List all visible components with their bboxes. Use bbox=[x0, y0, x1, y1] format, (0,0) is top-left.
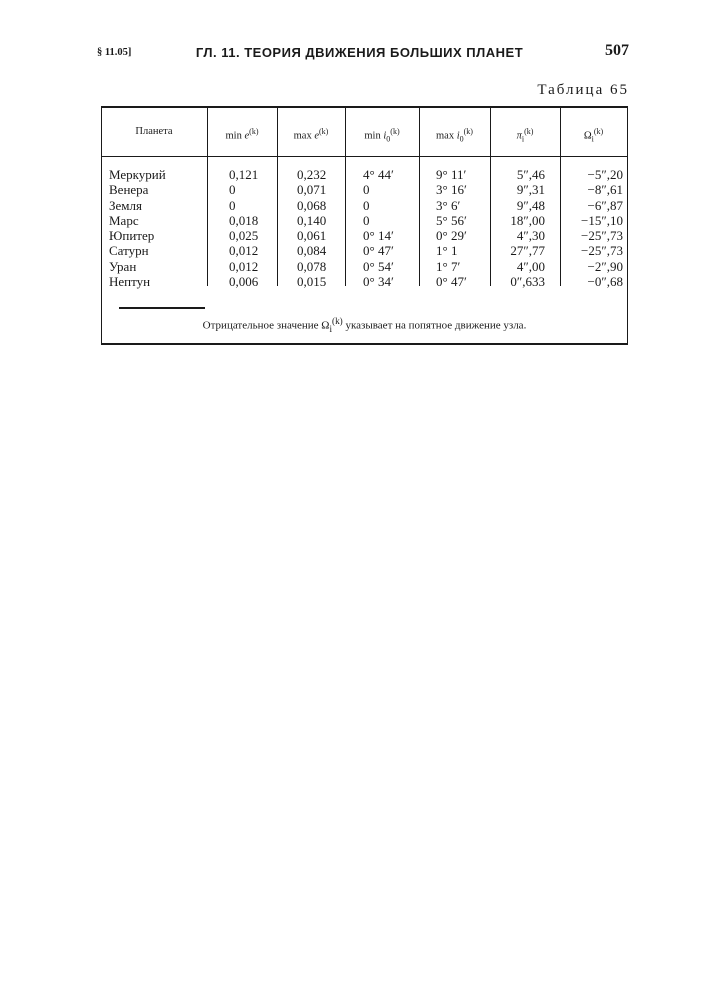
max-i-value: 3° 16′ bbox=[436, 182, 467, 198]
header-max-e-symbol: e bbox=[314, 130, 320, 142]
omega-column bbox=[563, 167, 623, 289]
min-i-value: 0° 54′ bbox=[363, 258, 394, 274]
header-min-e-sup: (k) bbox=[249, 127, 259, 136]
header-min-e-symbol: e bbox=[244, 130, 250, 142]
table-border-right bbox=[627, 106, 628, 345]
header-min-i-sup: (k) bbox=[390, 127, 400, 136]
planet-name: Юпитер bbox=[109, 228, 155, 244]
min-i-value: 0° 34′ bbox=[363, 274, 394, 290]
footnote-sub: i bbox=[329, 323, 333, 334]
header-pi-symbol: π bbox=[516, 130, 522, 142]
omega-value: −6″,87 bbox=[587, 197, 623, 213]
header-pi-sup: (k) bbox=[524, 127, 534, 136]
planet-name: Марс bbox=[109, 212, 139, 228]
header-max-i-prefix: max bbox=[436, 130, 457, 142]
max-i-value: 9° 11′ bbox=[436, 167, 467, 182]
max-e-value: 0,140 bbox=[297, 212, 327, 228]
max-i-value: 3° 6′ bbox=[436, 197, 461, 213]
pi-value: 9″,31 bbox=[516, 182, 545, 198]
min-e-value: 0,012 bbox=[229, 243, 259, 259]
max-e-value: 0,015 bbox=[297, 274, 327, 290]
header-max-e-prefix: max bbox=[293, 130, 315, 142]
omega-value: −15″,10 bbox=[581, 212, 623, 228]
header-min-e-prefix: min bbox=[225, 130, 245, 142]
header-omega-sup: (k) bbox=[593, 127, 604, 136]
table-footnote bbox=[101, 316, 628, 334]
header-pi-sub: i bbox=[521, 134, 525, 144]
header-max-i-sub: 0 bbox=[459, 134, 464, 144]
omega-value: −5″,20 bbox=[587, 167, 623, 182]
footnote-text-start: Отрицательное значение bbox=[202, 319, 322, 332]
min-i-value: 0° 47′ bbox=[363, 243, 394, 259]
max-e-value: 0,084 bbox=[297, 243, 327, 259]
max-i-value: 1° 1 bbox=[436, 243, 458, 259]
omega-value: −0″,68 bbox=[587, 274, 623, 290]
pi-value: 27″,77 bbox=[510, 243, 545, 259]
header-planet bbox=[101, 120, 207, 144]
planet-name: Венера bbox=[109, 182, 149, 198]
table-label: Таблица 65 bbox=[537, 82, 629, 98]
max-e-value: 0,078 bbox=[297, 258, 327, 274]
pi-value: 4″,00 bbox=[516, 258, 545, 274]
min-e-column bbox=[229, 167, 275, 289]
header-min-i-symbol: i bbox=[383, 130, 387, 142]
planet-name: Нептун bbox=[109, 274, 151, 290]
min-e-value: 0 bbox=[229, 197, 236, 213]
table-top-rule bbox=[101, 106, 628, 108]
planet-name: Земля bbox=[109, 197, 142, 213]
omega-value: −8″,61 bbox=[587, 182, 623, 198]
min-e-value: 0 bbox=[229, 182, 236, 198]
header-planet-label: Планета bbox=[135, 126, 173, 137]
max-e-value: 0,061 bbox=[297, 228, 327, 244]
min-i-value: 4° 44′ bbox=[363, 167, 394, 182]
max-i-value: 0° 47′ bbox=[436, 274, 467, 290]
min-i-column bbox=[363, 167, 417, 289]
min-e-value: 0,025 bbox=[229, 228, 259, 244]
header-max-i-symbol: i bbox=[456, 130, 460, 142]
planet-column bbox=[109, 167, 205, 289]
min-i-value: 0° 14′ bbox=[363, 228, 394, 244]
planet-name: Уран bbox=[109, 258, 137, 274]
planet-name: Меркурий bbox=[109, 167, 166, 182]
max-e-column bbox=[297, 167, 343, 289]
footnote-symbol: Ω bbox=[321, 319, 330, 332]
header-max-i-sup: (k) bbox=[463, 127, 473, 136]
footnote-rule bbox=[119, 307, 205, 309]
header-min-e bbox=[207, 120, 277, 144]
header-omega-sub: i bbox=[591, 134, 594, 144]
header-min-i-sub: 0 bbox=[386, 134, 391, 144]
header-max-e-sup: (k) bbox=[319, 127, 329, 136]
page-number: 507 bbox=[605, 42, 629, 59]
chapter-title: ГЛ. 11. ТЕОРИЯ ДВИЖЕНИЯ БОЛЬШИХ ПЛАНЕТ bbox=[195, 45, 524, 60]
min-e-value: 0,006 bbox=[229, 274, 259, 290]
omega-value: −2″,90 bbox=[587, 258, 623, 274]
max-e-value: 0,232 bbox=[297, 167, 327, 182]
header-rule bbox=[101, 156, 628, 157]
header-min-i bbox=[345, 120, 419, 144]
max-i-value: 1° 7′ bbox=[436, 258, 461, 274]
min-i-value: 0 bbox=[363, 212, 370, 228]
header-max-i bbox=[419, 120, 490, 144]
max-e-value: 0,068 bbox=[297, 197, 327, 213]
planet-elements-table bbox=[101, 106, 628, 346]
max-i-value: 0° 29′ bbox=[436, 228, 467, 244]
max-i-column bbox=[436, 167, 488, 289]
header-pi bbox=[490, 120, 560, 144]
max-e-value: 0,071 bbox=[297, 182, 327, 198]
min-i-value: 0 bbox=[363, 197, 370, 213]
planet-name: Сатурн bbox=[109, 243, 149, 259]
header-omega bbox=[560, 120, 627, 144]
running-header bbox=[0, 42, 719, 66]
pi-value: 9″,48 bbox=[516, 197, 545, 213]
min-e-value: 0,012 bbox=[229, 258, 259, 274]
omega-value: −25″,73 bbox=[581, 243, 623, 259]
header-omega-symbol: Ω bbox=[583, 130, 592, 142]
footnote-sup: (k) bbox=[332, 316, 343, 326]
pi-value: 5″,46 bbox=[516, 167, 545, 182]
pi-column bbox=[495, 167, 545, 289]
pi-value: 4″,30 bbox=[516, 228, 545, 244]
table-bottom-rule bbox=[101, 343, 628, 345]
section-reference: § 11.05] bbox=[97, 47, 132, 58]
min-i-value: 0 bbox=[363, 182, 370, 198]
max-i-value: 5° 56′ bbox=[436, 212, 467, 228]
min-e-value: 0,121 bbox=[229, 167, 259, 182]
header-max-e bbox=[277, 120, 345, 144]
min-e-value: 0,018 bbox=[229, 212, 259, 228]
footnote-text-end: указывает на попятное движение узла. bbox=[342, 319, 527, 332]
header-min-i-prefix: min bbox=[364, 130, 384, 142]
pi-value: 0″,633 bbox=[510, 274, 545, 290]
pi-value: 18″,00 bbox=[510, 212, 545, 228]
omega-value: −25″,73 bbox=[581, 228, 623, 244]
